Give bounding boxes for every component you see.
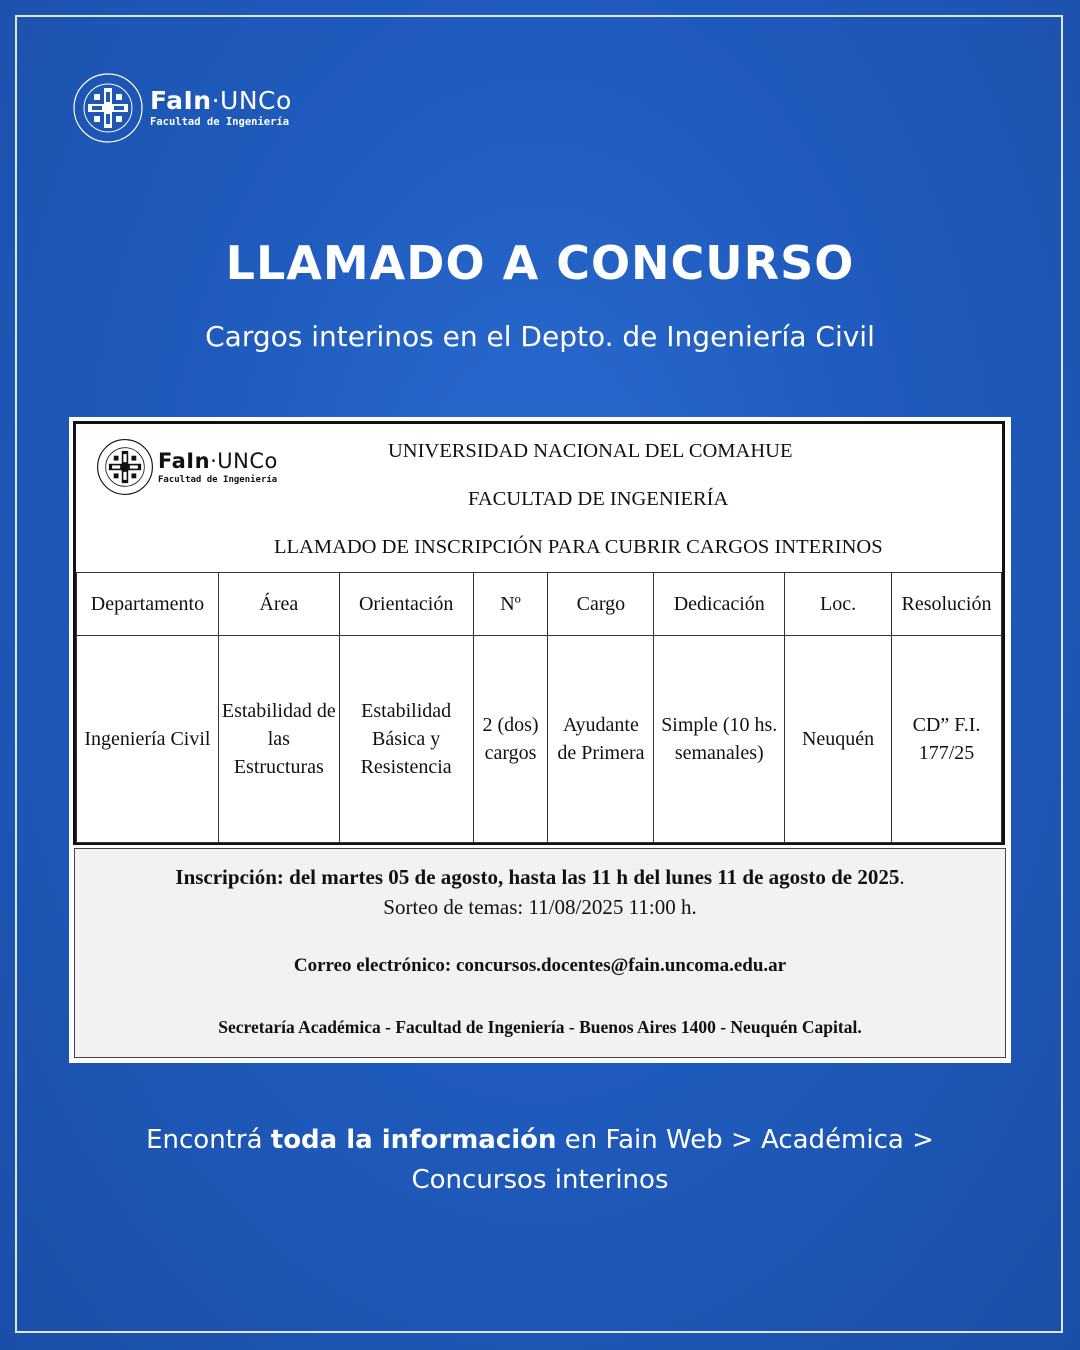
table-header: Resolución (892, 573, 1002, 636)
logo-subtitle: Facultad de Ingeniería (150, 116, 290, 129)
page-subtitle: Cargos interinos en el Depto. de Ingeniería Civil (205, 320, 875, 353)
call-heading: LLAMADO DE INSCRIPCIÓN PARA CUBRIR CARGOS INTERINOS (274, 536, 883, 558)
table-header: Orientación (339, 573, 473, 636)
faculty-heading: FACULTAD DE INGENIERÍA (468, 488, 729, 510)
table-header-row (77, 573, 1002, 636)
university-heading: UNIVERSIDAD NACIONAL DEL COMAHUE (388, 440, 793, 462)
logo-name: FaIn·UNCo (150, 86, 292, 116)
table-header: Cargo (548, 573, 654, 636)
table-header: Dedicación (654, 573, 785, 636)
table-header: Nº (473, 573, 548, 636)
draw-date: Sorteo de temas: 11/08/2025 11:00 h. (383, 895, 697, 919)
office-address: Secretaría Académica - Facultad de Ingeniería - Buenos Aires 1400 - Neuquén Capital. (218, 1017, 862, 1037)
contact-email: Correo electrónico: concursos.docentes@fain.uncoma.edu.ar (293, 955, 787, 976)
table-cell: 2 (dos) cargos (473, 636, 548, 843)
doc-logo-subtitle: Facultad de Ingeniería (158, 475, 278, 485)
document-header (76, 424, 1002, 572)
university-seal-icon (96, 438, 154, 496)
table-cell: Simple (10 hs. semanales) (654, 636, 785, 843)
table-cell: Ingeniería Civil (77, 636, 219, 843)
announcement-document (69, 417, 1011, 1063)
university-seal-icon (72, 72, 144, 144)
fain-logo (72, 72, 292, 144)
table-cell: Neuquén (785, 636, 892, 843)
document-bordered-box (73, 421, 1005, 845)
document-logo (96, 438, 278, 496)
table-header: Área (218, 573, 339, 636)
table-header: Loc. (785, 573, 892, 636)
doc-logo-name: FaIn·UNCo (158, 449, 278, 473)
page-title: LLAMADO A CONCURSO (225, 236, 855, 290)
table-header: Departamento (77, 573, 219, 636)
table-cell: Estabilidad de las Estructuras (218, 636, 339, 843)
document-info-box (74, 848, 1006, 1058)
inscription-dates: Inscripción: del martes 05 de agosto, hasta las 11 h del lunes 11 de agosto de 2025. (175, 865, 905, 889)
table-row (77, 636, 1002, 843)
footer-info: Encontrá toda la información en Fain Web > Académica > Concursos interinos (146, 1125, 934, 1195)
positions-table (76, 572, 1002, 843)
table-cell: CD” F.I. 177/25 (892, 636, 1002, 843)
table-cell: Ayudante de Primera (548, 636, 654, 843)
table-cell: Estabilidad Básica y Resistencia (339, 636, 473, 843)
